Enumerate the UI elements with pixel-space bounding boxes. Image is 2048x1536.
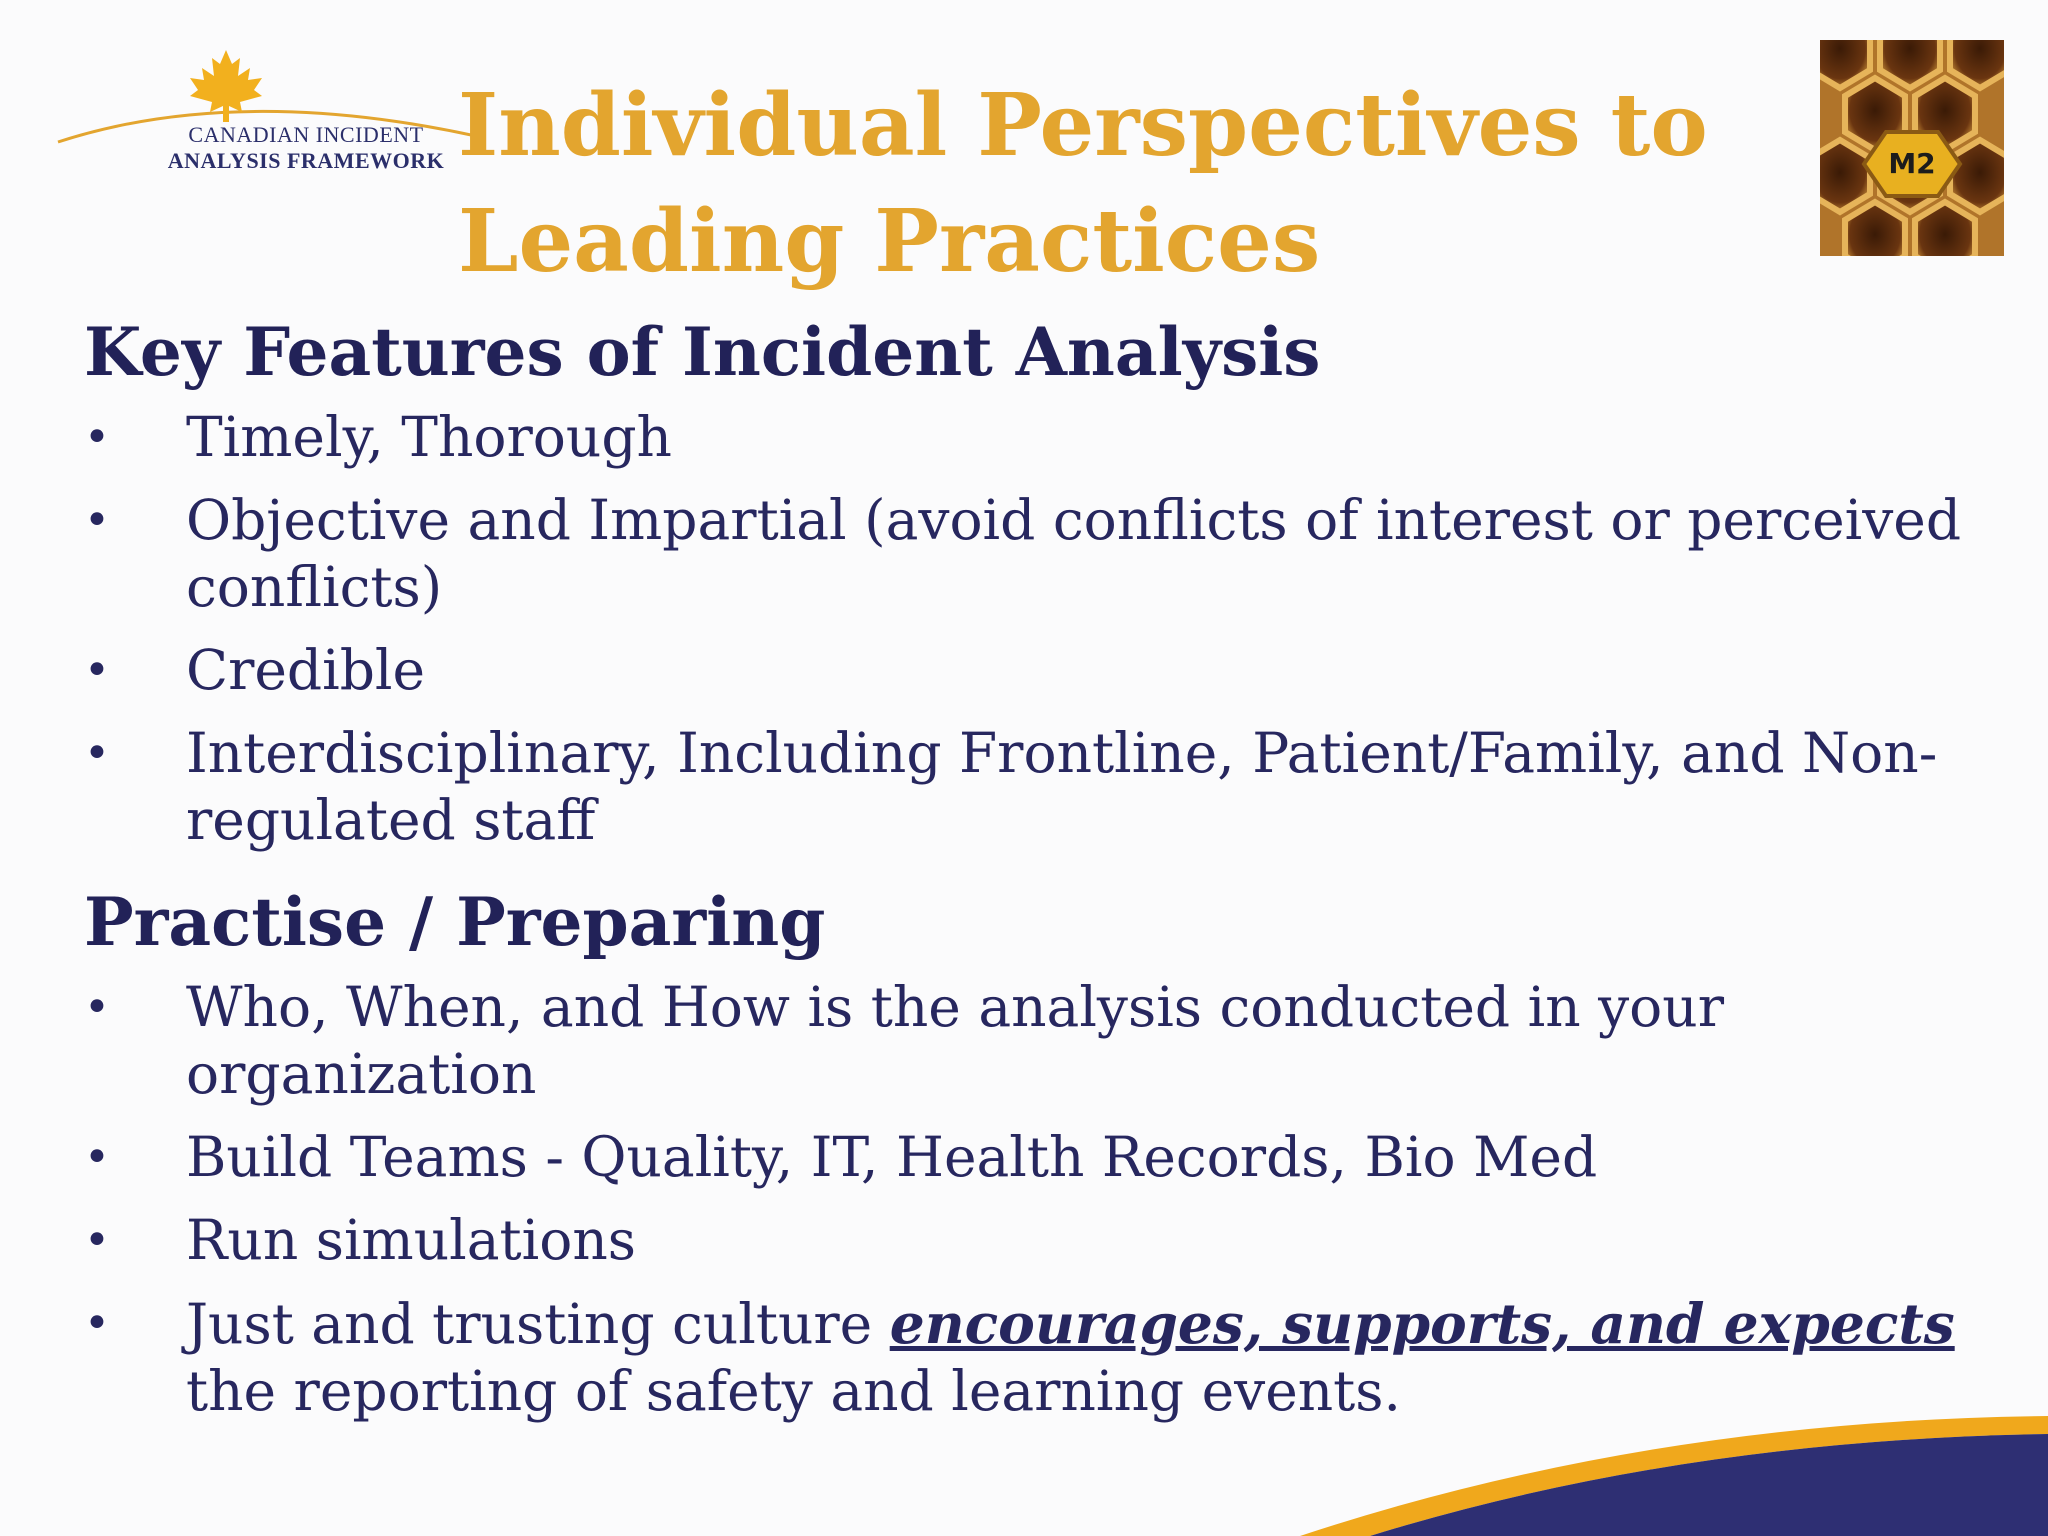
bullet-icon: • (84, 495, 110, 546)
section-heading-key-features: Key Features of Incident Analysis (84, 313, 1321, 391)
logo-line-1: CANADIAN INCIDENT (188, 122, 424, 147)
section-heading-practise-preparing: Practise / Preparing (84, 883, 826, 961)
list-item-text: Objective and Impartial (avoid conflicts of interest or perceived conflicts) (186, 488, 1962, 619)
list-item-text: Build Teams - Quality, IT, Health Records, Bio Med (186, 1125, 1598, 1189)
list-item-text: Credible (186, 638, 426, 702)
list-item-text: Who, When, and How is the analysis conducted in your organization (186, 975, 1725, 1106)
logo-line-2: ANALYSIS FRAMEWORK (167, 148, 445, 173)
bullet-icon: • (84, 1298, 110, 1349)
bullet-icon: • (84, 982, 110, 1033)
badge-label: M2 (1888, 147, 1936, 180)
list-item-text-before: Just and trusting culture (186, 1292, 890, 1356)
title-line-1: Individual Perspectives to (458, 75, 1708, 176)
title-line-2: Leading Practices (458, 191, 1321, 292)
bullet-icon: • (84, 645, 110, 696)
list-item-text: Interdisciplinary, Including Frontline, Patient/Family, and Non-regulated staff (186, 721, 1938, 852)
list-item-text: Timely, Thorough (186, 405, 672, 469)
bullet-icon: • (84, 1132, 110, 1183)
list-item-text-after: the reporting of safety and learning events. (186, 1359, 1401, 1423)
emphasis-text: encourages, supports, and expects (889, 1291, 1955, 1356)
list-item-text: Run simulations (186, 1208, 636, 1272)
bullet-icon: • (84, 728, 110, 779)
bullet-icon: • (84, 1215, 110, 1266)
bullet-icon: • (84, 412, 110, 463)
